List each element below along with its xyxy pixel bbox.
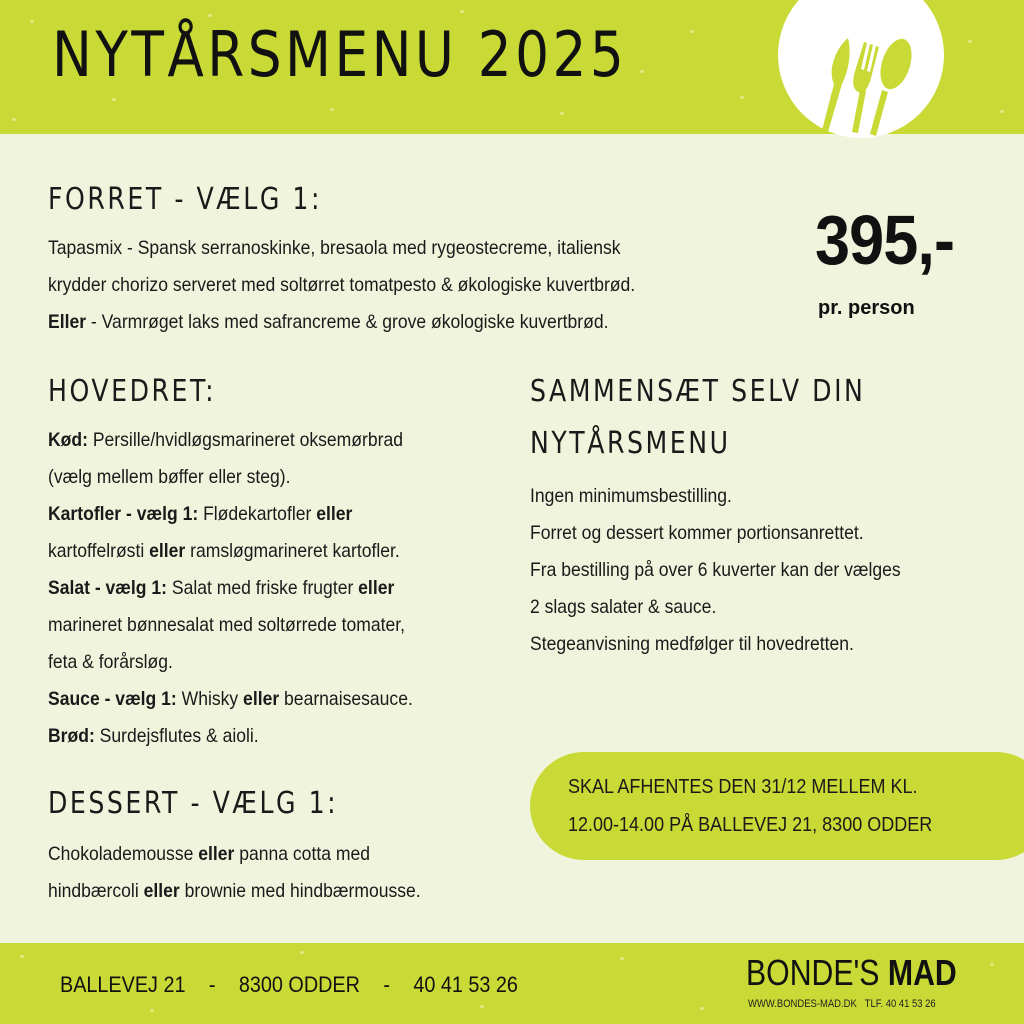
forret-alt: - Varmrøget laks med safrancreme & grove økologiske kuvertbrød. xyxy=(86,311,609,333)
eller-label: eller xyxy=(149,540,186,562)
sammensaet-heading-2: NYTÅRSMENU xyxy=(530,426,731,461)
kartofler-label: Kartofler - vælg 1: xyxy=(48,503,199,525)
brod-label: Brød: xyxy=(48,725,95,747)
footer-separator: - xyxy=(208,972,216,997)
brand-name-bold: MAD xyxy=(887,952,957,993)
dessert-option: brownie med hindbærmousse. xyxy=(179,880,421,902)
confetti-speck xyxy=(330,108,334,111)
footer-phone: 40 41 53 26 xyxy=(413,972,518,997)
kod-label: Kød: xyxy=(48,429,88,451)
hovedret-line xyxy=(48,496,413,533)
confetti-speck xyxy=(1000,110,1004,113)
confetti-speck xyxy=(968,40,972,43)
sauce-option: bearnaisesauce. xyxy=(279,688,413,710)
confetti-speck xyxy=(690,30,694,33)
dessert-option: hindbærcoli xyxy=(48,880,144,902)
hovedret-text xyxy=(48,422,413,755)
info-line: Forret og dessert kommer portionsanrettet. xyxy=(530,522,864,544)
hovedret-line: feta & forårsløg. xyxy=(48,651,173,673)
brand-logo xyxy=(746,952,957,993)
eller-label: eller xyxy=(143,880,180,902)
confetti-speck xyxy=(20,955,24,958)
confetti-speck xyxy=(112,98,116,101)
brand-contact xyxy=(748,998,936,1010)
sauce-label: Sauce - vælg 1: xyxy=(48,688,177,710)
info-line: Ingen minimumsbestilling. xyxy=(530,485,732,507)
confetti-speck xyxy=(480,1005,484,1008)
footer-address xyxy=(60,972,518,998)
forret-line: Tapasmix - Spansk serranoskinke, bresaola med rygeostecreme, italiensk xyxy=(48,237,621,259)
price-amount: 395,- xyxy=(815,201,955,279)
knife-icon xyxy=(822,38,850,132)
confetti-speck xyxy=(300,951,304,954)
confetti-speck xyxy=(12,118,16,121)
eller-label: eller xyxy=(316,503,353,525)
hovedret-heading: HOVEDRET: xyxy=(48,374,217,409)
forret-line: krydder chorizo serveret med soltørret tomatpesto & økologiske kuvertbrød. xyxy=(48,274,636,296)
brand-website: WWW.BONDES-MAD.DK xyxy=(748,998,857,1010)
info-line: 2 slags salater & sauce. xyxy=(530,596,717,618)
sauce-option: Whisky xyxy=(176,688,244,710)
pickup-line: 12.00-14.00 PÅ BALLEVEJ 21, 8300 ODDER xyxy=(568,814,933,836)
kartofler-option: Flødekartofler xyxy=(198,503,317,525)
forret-text xyxy=(48,230,635,341)
confetti-speck xyxy=(460,10,464,13)
confetti-speck xyxy=(990,963,994,966)
brod-text: Surdejsflutes & aioli. xyxy=(94,725,259,747)
pickup-text xyxy=(568,768,932,844)
confetti-speck xyxy=(30,20,34,23)
pickup-line: SKAL AFHENTES DEN 31/12 MELLEM KL. xyxy=(568,776,918,798)
dessert-text xyxy=(48,836,421,910)
confetti-speck xyxy=(620,957,624,960)
kod-text: Persille/hvidløgsmarineret oksemørbrad xyxy=(87,429,403,451)
cutlery-icon xyxy=(778,0,944,138)
dessert-heading: DESSERT - VÆLG 1: xyxy=(48,786,339,821)
brand-name: BONDE'S xyxy=(746,952,888,993)
kartofler-option: kartoffelrøsti xyxy=(48,540,150,562)
dessert-option: Chokolademousse xyxy=(48,843,199,865)
confetti-speck xyxy=(150,1009,154,1012)
footer-city: 8300 ODDER xyxy=(238,972,360,997)
brand-phone: TLF. 40 41 53 26 xyxy=(864,998,936,1010)
info-line: Fra bestilling på over 6 kuverter kan der vælges xyxy=(530,559,901,581)
footer-street: BALLEVEJ 21 xyxy=(60,972,186,997)
dessert-line xyxy=(48,836,421,873)
confetti-speck xyxy=(640,70,644,73)
sammensaet-heading: SAMMENSÆT SELV DIN xyxy=(530,374,866,409)
info-line: Stegeanvisning medfølger til hovedretten. xyxy=(530,633,854,655)
eller-label: eller xyxy=(243,688,280,710)
footer-separator: - xyxy=(383,972,390,997)
page-title: NYTÅRSMENU 2025 xyxy=(52,18,628,91)
salat-option: Salat med friske frugter xyxy=(166,577,359,599)
dessert-line xyxy=(48,873,421,910)
sammensaet-text xyxy=(530,478,901,663)
hovedret-line: (vælg mellem bøffer eller steg). xyxy=(48,466,291,488)
forret-line xyxy=(48,304,635,341)
salat-label: Salat - vælg 1: xyxy=(48,577,167,599)
eller-label: eller xyxy=(358,577,395,599)
confetti-speck xyxy=(560,112,564,115)
eller-label: eller xyxy=(198,843,235,865)
hovedret-line: marineret bønnesalat med soltørrede tomater, xyxy=(48,614,406,636)
hovedret-line xyxy=(48,681,413,718)
eller-label: Eller xyxy=(48,311,87,333)
hovedret-line xyxy=(48,718,413,755)
confetti-speck xyxy=(700,1007,704,1010)
price-per: pr. person xyxy=(818,297,915,319)
hovedret-line xyxy=(48,422,413,459)
dessert-option: panna cotta med xyxy=(234,843,370,865)
kartofler-option: ramsløgmarineret kartofler. xyxy=(185,540,400,562)
hovedret-line xyxy=(48,533,413,570)
plate-icon xyxy=(778,0,944,138)
confetti-speck xyxy=(208,14,212,17)
hovedret-line xyxy=(48,570,413,607)
forret-heading: FORRET - VÆLG 1: xyxy=(48,182,322,217)
confetti-speck xyxy=(740,96,744,99)
